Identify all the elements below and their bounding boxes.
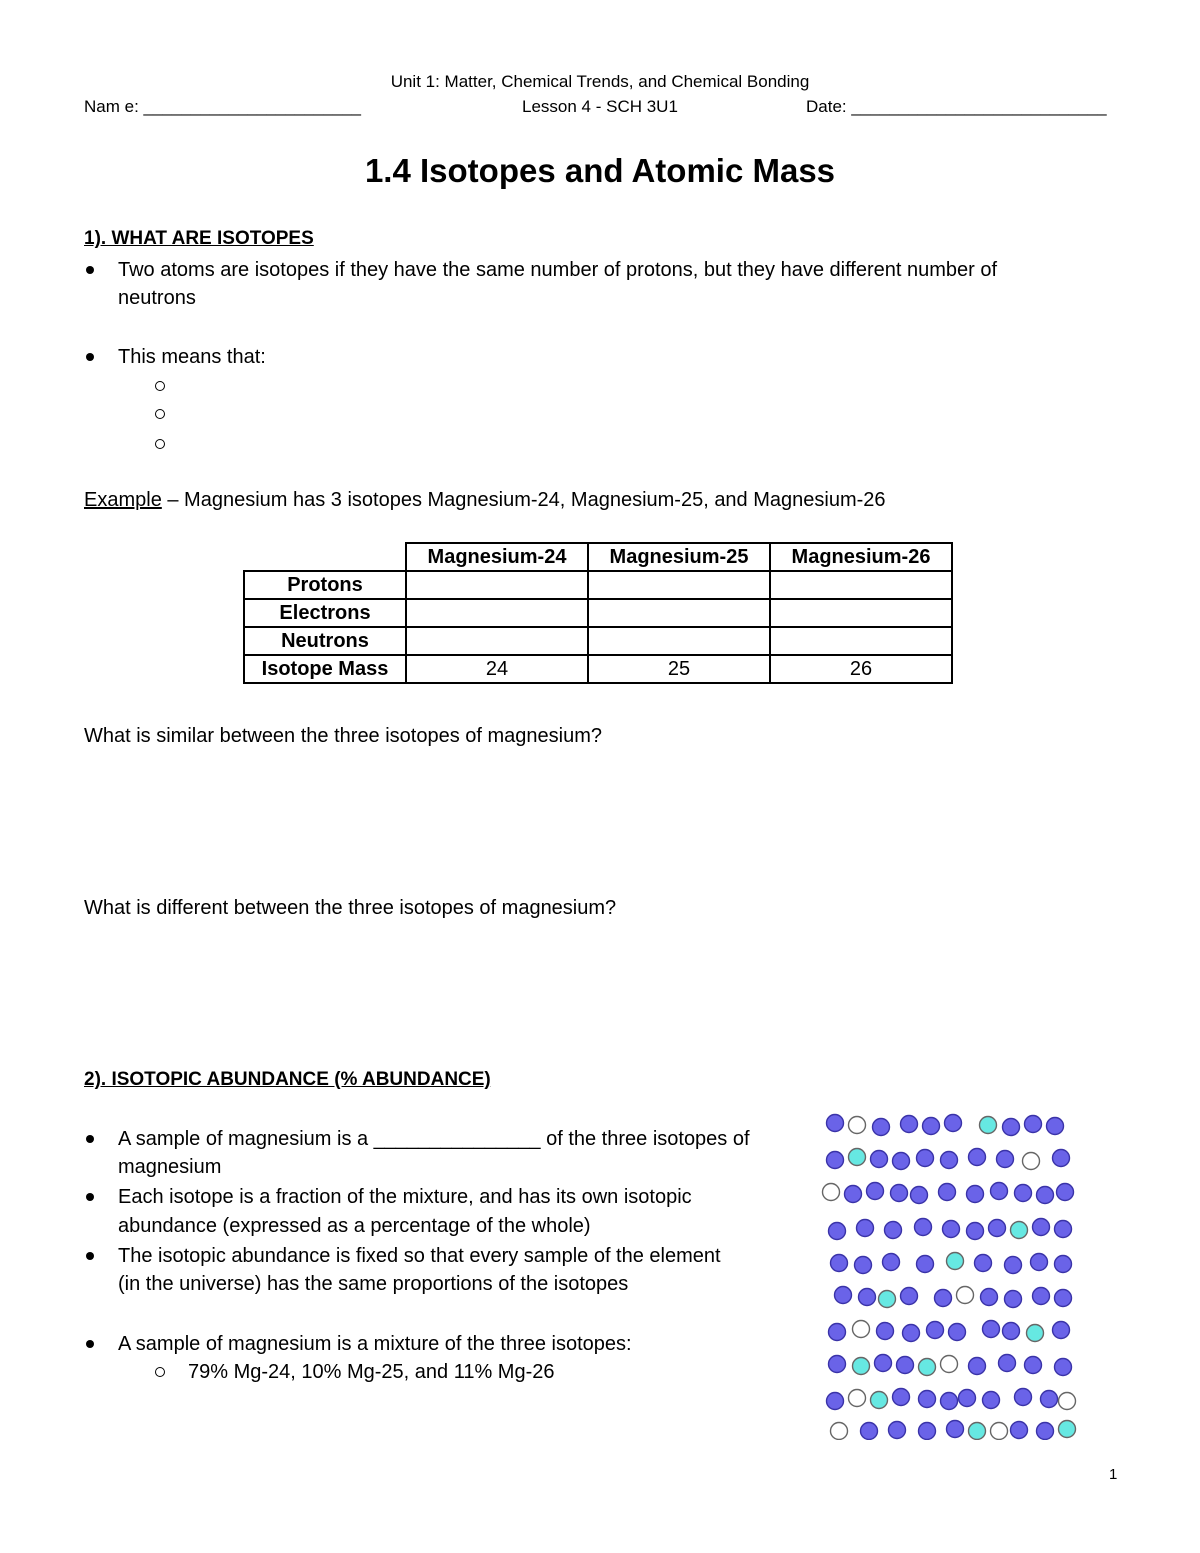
abundance-bullet3-line1: The isotopic abundance is fixed so that every sample of the element (118, 1245, 721, 1267)
mg24-atom-icon (1053, 1322, 1070, 1339)
mg24-atom-icon (1003, 1119, 1020, 1136)
mg26-atom-icon (1059, 1393, 1076, 1410)
mg24-atom-icon (991, 1183, 1008, 1200)
mg24-atom-icon (975, 1255, 992, 1272)
mg24-atom-icon (829, 1223, 846, 1240)
mg24-atom-icon (1037, 1187, 1054, 1204)
mg26-atom-icon (823, 1184, 840, 1201)
bullet-icon (86, 353, 94, 361)
mg24-atom-icon (1025, 1357, 1042, 1374)
isotope-definition-line1: Two atoms are isotopes if they have the same number of protons, but they have different number of (118, 259, 998, 281)
mg25-atom-icon (1011, 1222, 1028, 1239)
mg24-atom-icon (1047, 1118, 1064, 1135)
page-number: 1 (1109, 1466, 1118, 1483)
example-description: – Magnesium has 3 isotopes Magnesium-24, Magnesium-25, and Magnesium-26 (161, 489, 886, 511)
table-cell (588, 571, 770, 599)
mg24-atom-icon (917, 1150, 934, 1167)
mg24-atom-icon (1031, 1254, 1048, 1271)
mg24-atom-icon (1033, 1219, 1050, 1236)
isotope-table (243, 542, 953, 684)
mg25-atom-icon (879, 1291, 896, 1308)
mg24-atom-icon (867, 1183, 884, 1200)
mg25-atom-icon (871, 1392, 888, 1409)
mg24-atom-icon (947, 1421, 964, 1438)
table-cell (770, 599, 952, 627)
bullet-icon (86, 1340, 94, 1348)
mg24-atom-icon (857, 1220, 874, 1237)
table-cell (588, 627, 770, 655)
mg25-atom-icon (947, 1253, 964, 1270)
mg26-atom-icon (849, 1390, 866, 1407)
mg24-atom-icon (827, 1115, 844, 1132)
mg24-atom-icon (885, 1222, 902, 1239)
example-label: Example (84, 489, 162, 511)
mg24-atom-icon (901, 1116, 918, 1133)
mg24-atom-icon (871, 1151, 888, 1168)
sub-bullet-icon (155, 1367, 165, 1377)
mg24-atom-icon (989, 1220, 1006, 1237)
mg24-atom-icon (877, 1323, 894, 1340)
mg26-atom-icon (991, 1423, 1008, 1440)
table-row (244, 627, 952, 655)
sub-bullet-icon (155, 409, 165, 419)
mg24-atom-icon (1033, 1288, 1050, 1305)
mg24-atom-icon (967, 1186, 984, 1203)
mg24-atom-icon (1041, 1391, 1058, 1408)
table-cell (406, 599, 588, 627)
table-row (244, 599, 952, 627)
means-that-text: This means that: (118, 346, 266, 368)
mg24-atom-icon (1015, 1389, 1032, 1406)
abundance-bullet4: A sample of magnesium is a mixture of the three isotopes: (118, 1333, 632, 1355)
mg26-atom-icon (941, 1356, 958, 1373)
mg26-atom-icon (853, 1321, 870, 1338)
abundance-bullet1-line2: magnesium (118, 1156, 222, 1178)
mg24-atom-icon (1055, 1221, 1072, 1238)
table-row (244, 655, 952, 683)
section1-heading: 1). WHAT ARE ISOTOPES (84, 228, 314, 249)
mg24-atom-icon (915, 1219, 932, 1236)
table-corner (244, 543, 406, 571)
page-title: 1.4 Isotopes and Atomic Mass (364, 152, 836, 189)
table-cell (406, 571, 588, 599)
mg25-atom-icon (849, 1149, 866, 1166)
abundance-bullet2-line2: abundance (expressed as a percentage of the whole) (118, 1215, 591, 1237)
mg24-atom-icon (873, 1119, 890, 1136)
mg24-atom-icon (1053, 1150, 1070, 1167)
mg24-atom-icon (969, 1149, 986, 1166)
bullet-icon (86, 1193, 94, 1201)
mg24-atom-icon (967, 1223, 984, 1240)
mg24-atom-icon (941, 1393, 958, 1410)
mg24-atom-icon (1003, 1323, 1020, 1340)
mg24-atom-icon (1057, 1184, 1074, 1201)
mg24-atom-icon (861, 1423, 878, 1440)
mg24-atom-icon (829, 1356, 846, 1373)
mg24-atom-icon (883, 1254, 900, 1271)
lesson-label: Lesson 4 - SCH 3U1 (522, 97, 678, 116)
mg24-atom-icon (845, 1186, 862, 1203)
mg24-atom-icon (941, 1152, 958, 1169)
table-cell (770, 571, 952, 599)
mg25-atom-icon (919, 1359, 936, 1376)
section2-heading: 2). ISOTOPIC ABUNDANCE (% ABUNDANCE) (84, 1069, 491, 1090)
mg24-atom-icon (959, 1390, 976, 1407)
mg24-atom-icon (923, 1118, 940, 1135)
column-header: Magnesium-25 (588, 543, 770, 571)
mg26-atom-icon (1023, 1153, 1040, 1170)
mg24-atom-icon (831, 1255, 848, 1272)
table-row (244, 571, 952, 599)
mg24-atom-icon (1015, 1185, 1032, 1202)
mg24-atom-icon (949, 1324, 966, 1341)
mg24-atom-icon (1025, 1116, 1042, 1133)
mg24-atom-icon (889, 1422, 906, 1439)
mg24-atom-icon (1055, 1290, 1072, 1307)
row-label: Protons (244, 571, 406, 599)
mg24-atom-icon (875, 1355, 892, 1372)
bullet-icon (86, 1252, 94, 1260)
name-field: Nam e: _______________________ (84, 97, 361, 116)
table-cell: 24 (406, 655, 588, 683)
row-label: Electrons (244, 599, 406, 627)
mg24-atom-icon (855, 1257, 872, 1274)
mg25-atom-icon (1059, 1421, 1076, 1438)
sub-bullet-icon (155, 439, 165, 449)
mg24-atom-icon (919, 1423, 936, 1440)
question-different: What is different between the three isotopes of magnesium? (84, 897, 617, 919)
mg24-atom-icon (997, 1151, 1014, 1168)
mg24-atom-icon (919, 1391, 936, 1408)
abundance-bullet3-line2: (in the universe) has the same proportions of the isotopes (118, 1273, 629, 1295)
mg24-atom-icon (835, 1287, 852, 1304)
row-label: Neutrons (244, 627, 406, 655)
mg24-atom-icon (891, 1185, 908, 1202)
mg24-atom-icon (893, 1389, 910, 1406)
mg24-atom-icon (981, 1289, 998, 1306)
mg24-atom-icon (917, 1256, 934, 1273)
table-cell (406, 627, 588, 655)
unit-header: Unit 1: Matter, Chemical Trends, and Chemical Bonding (390, 72, 810, 91)
date-field: Date: ___________________________ (806, 97, 1107, 116)
mg24-atom-icon (969, 1358, 986, 1375)
mg24-atom-icon (829, 1324, 846, 1341)
mg24-atom-icon (983, 1392, 1000, 1409)
example-text (84, 486, 886, 515)
table-cell (588, 599, 770, 627)
mg26-atom-icon (957, 1287, 974, 1304)
mg24-atom-icon (999, 1355, 1016, 1372)
mg24-atom-icon (1037, 1423, 1054, 1440)
mg24-atom-icon (903, 1325, 920, 1342)
mg24-atom-icon (1011, 1422, 1028, 1439)
mg25-atom-icon (853, 1358, 870, 1375)
table-cell: 26 (770, 655, 952, 683)
isotope-definition-line2: neutrons (118, 287, 196, 309)
abundance-bullet1-line1: A sample of magnesium is a _______________ of the three isotopes of (118, 1128, 750, 1150)
mg26-atom-icon (849, 1117, 866, 1134)
mg24-atom-icon (927, 1322, 944, 1339)
mg24-atom-icon (983, 1321, 1000, 1338)
mg24-atom-icon (911, 1187, 928, 1204)
mg24-atom-icon (1055, 1359, 1072, 1376)
mg24-atom-icon (827, 1393, 844, 1410)
column-header: Magnesium-24 (406, 543, 588, 571)
mg24-atom-icon (945, 1115, 962, 1132)
mg25-atom-icon (980, 1117, 997, 1134)
mg24-atom-icon (893, 1153, 910, 1170)
bullet-icon (86, 1135, 94, 1143)
mg24-atom-icon (897, 1357, 914, 1374)
mg24-atom-icon (943, 1221, 960, 1238)
abundance-bullet2-line1: Each isotope is a fraction of the mixture, and has its own isotopic (118, 1186, 692, 1208)
mg25-atom-icon (969, 1423, 986, 1440)
isotope-mixture-diagram (815, 1105, 1085, 1440)
mg24-atom-icon (939, 1184, 956, 1201)
mg24-atom-icon (901, 1288, 918, 1305)
mg26-atom-icon (831, 1423, 848, 1440)
mg24-atom-icon (859, 1289, 876, 1306)
mg24-atom-icon (827, 1152, 844, 1169)
mg25-atom-icon (1027, 1325, 1044, 1342)
bullet-icon (86, 266, 94, 274)
mg24-atom-icon (1005, 1257, 1022, 1274)
sub-bullet-icon (155, 381, 165, 391)
table-cell (770, 627, 952, 655)
row-label: Isotope Mass (244, 655, 406, 683)
table-cell: 25 (588, 655, 770, 683)
mg24-atom-icon (1055, 1256, 1072, 1273)
column-header: Magnesium-26 (770, 543, 952, 571)
abundance-percentages: 79% Mg-24, 10% Mg-25, and 11% Mg-26 (188, 1361, 555, 1383)
mg24-atom-icon (935, 1290, 952, 1307)
question-similar: What is similar between the three isotopes of magnesium? (84, 725, 603, 747)
mg24-atom-icon (1005, 1291, 1022, 1308)
